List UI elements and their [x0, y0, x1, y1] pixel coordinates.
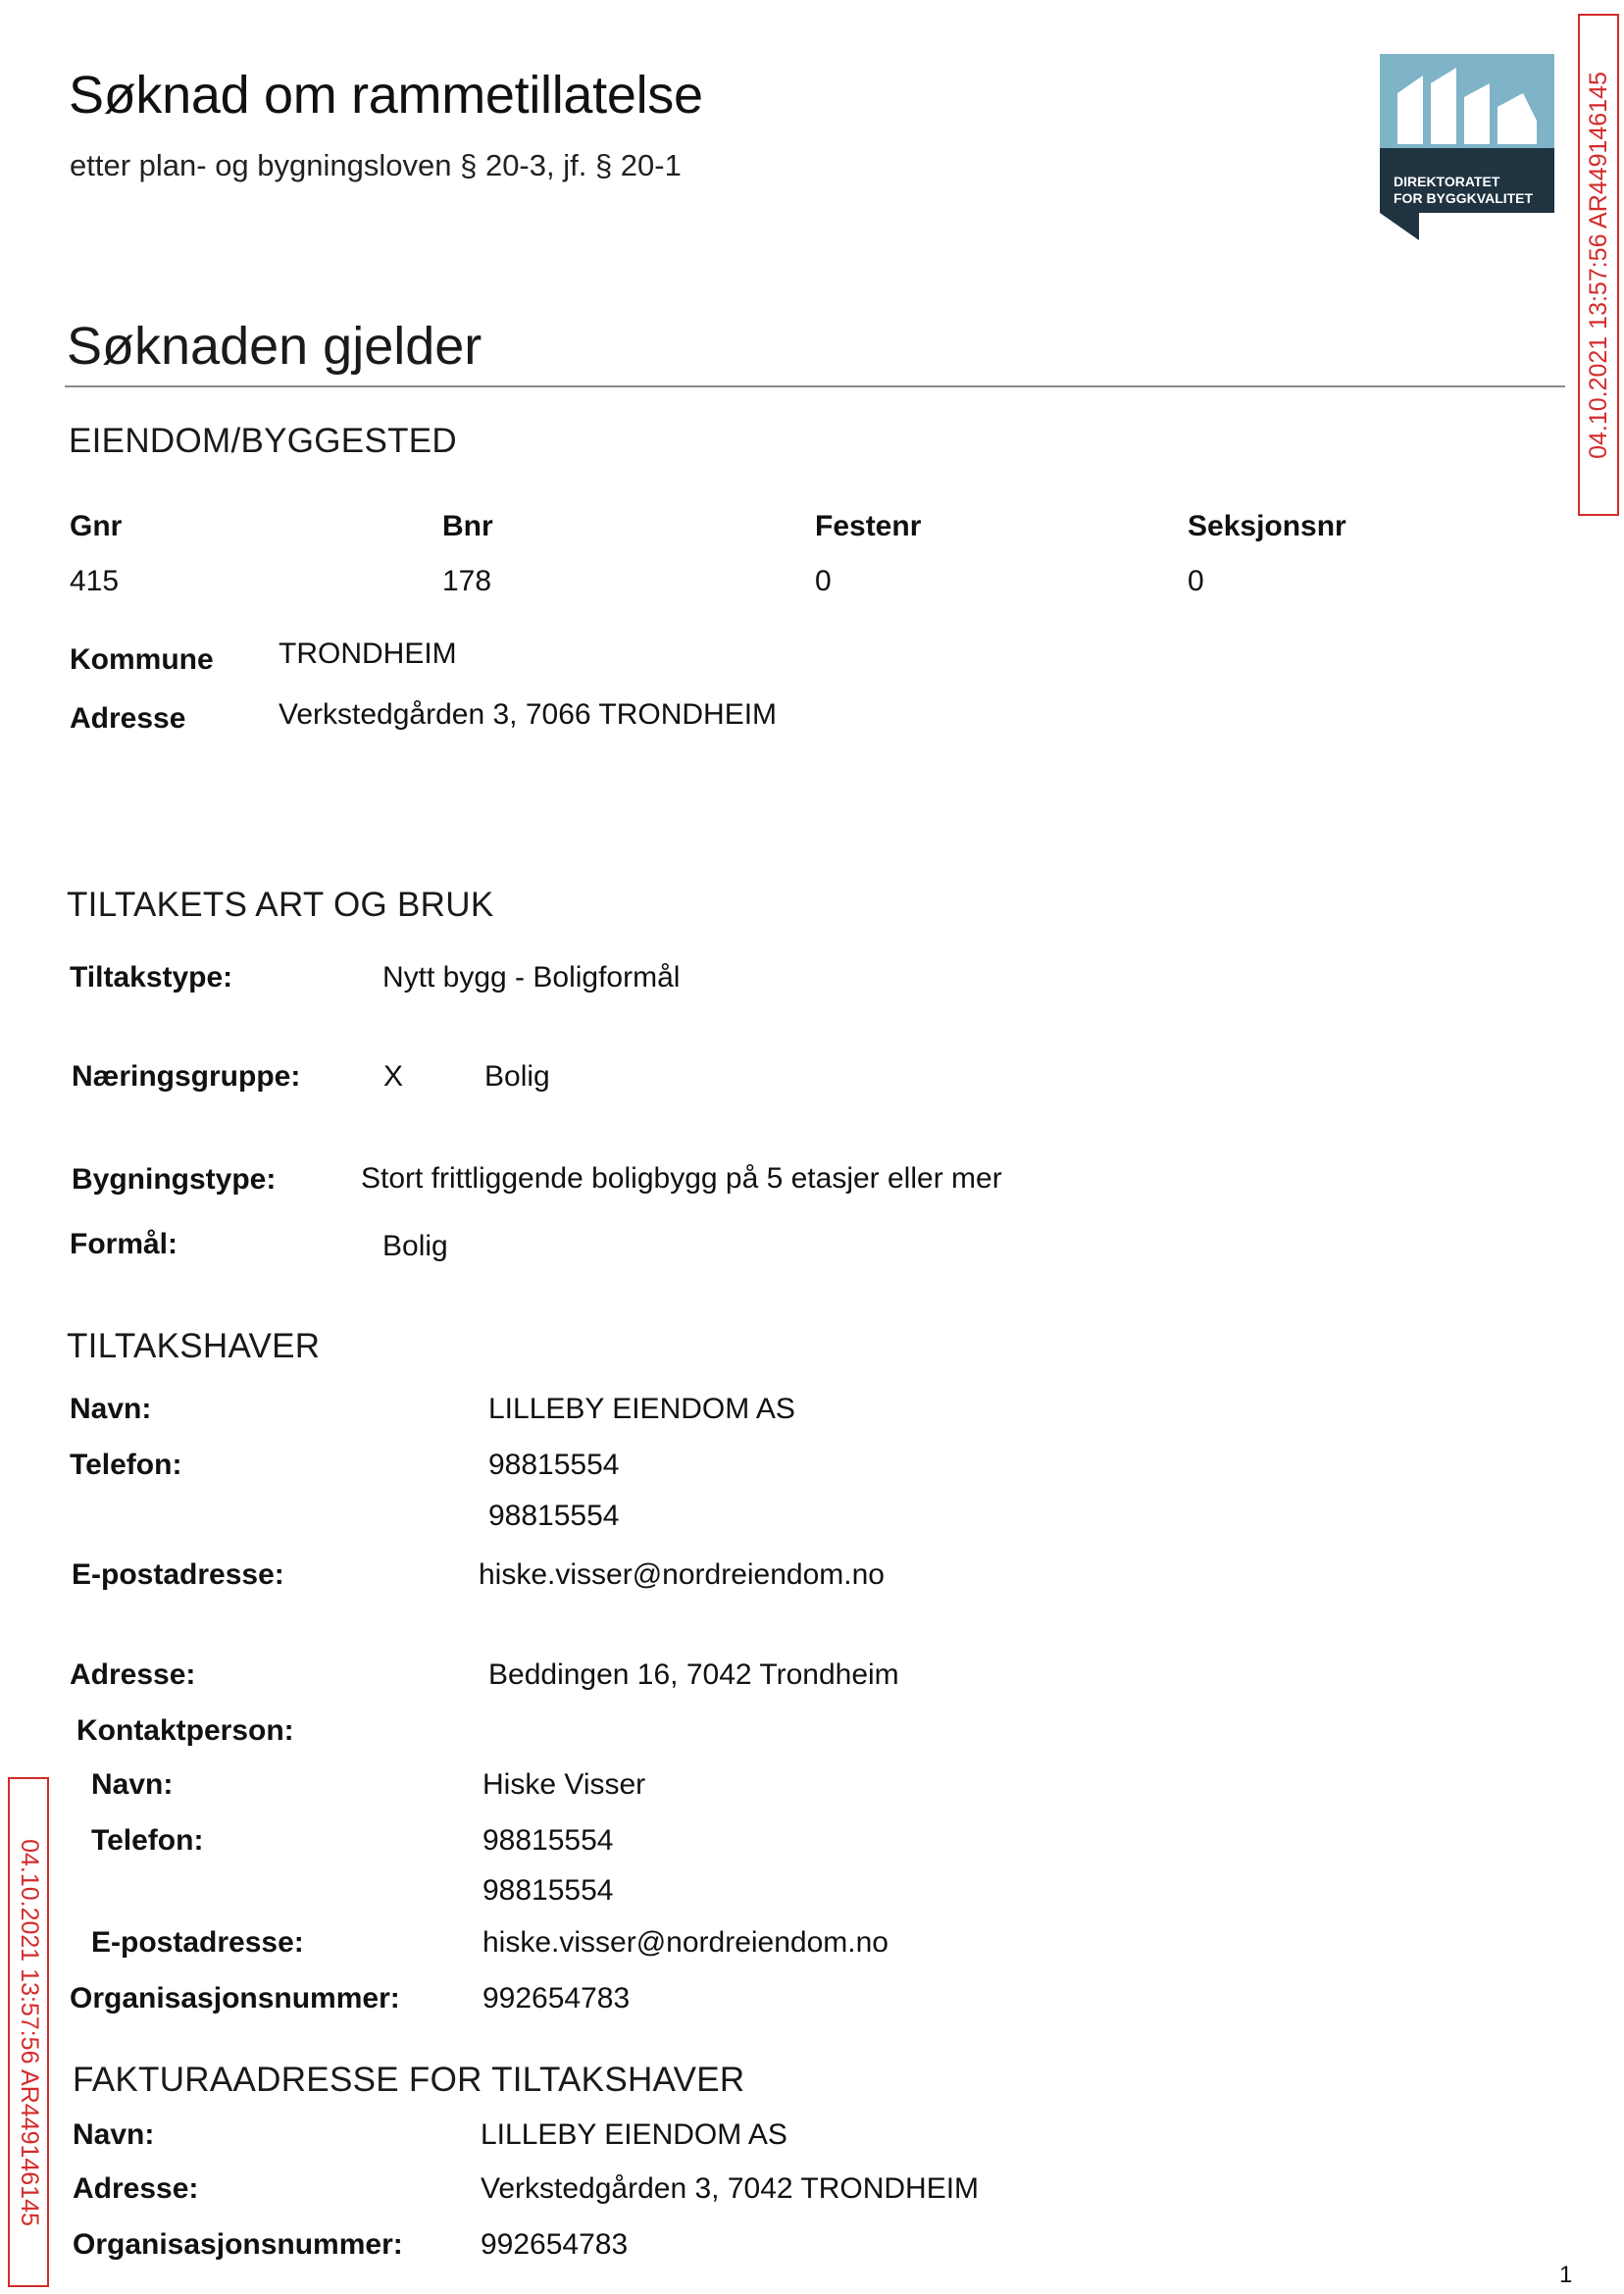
gnr-value: 415: [70, 565, 120, 597]
kontaktperson-label: Kontaktperson:: [76, 1714, 294, 1747]
gnr-label: Gnr: [70, 510, 123, 542]
tiltakstype-label: Tiltakstype:: [70, 961, 233, 994]
document-title: Søknad om rammetillatelse: [69, 66, 703, 125]
orgnr-value: 992654783: [482, 1982, 631, 2014]
logo-text-line2: FOR BYGGKVALITET: [1394, 190, 1534, 206]
archive-stamp-left-text: 04.10.2021 13:57:56 AR449146145: [15, 1838, 43, 2226]
faktura-heading: FAKTURAADRESSE FOR TILTAKSHAVER: [73, 2061, 745, 2099]
faktura-orgnr-label: Organisasjonsnummer:: [73, 2228, 403, 2261]
adresse-label: Adresse: [70, 702, 186, 735]
orgnr-label: Organisasjonsnummer:: [70, 1982, 400, 2014]
formal-value: Bolig: [382, 1230, 448, 1262]
seksjonsnr-label: Seksjonsnr: [1188, 510, 1346, 542]
bnr-label: Bnr: [442, 510, 493, 542]
festenr-value: 0: [815, 565, 832, 597]
naeringsgruppe-code: X: [383, 1060, 404, 1093]
bygningstype-value: Stort frittliggende boligbygg på 5 etasjer eller mer: [361, 1162, 1002, 1195]
tiltakshaver-epost-label: E-postadresse:: [72, 1558, 284, 1591]
section-divider: [65, 385, 1565, 387]
faktura-navn-label: Navn:: [73, 2118, 155, 2151]
tiltak-heading: TILTAKETS ART OG BRUK: [67, 886, 494, 924]
kontakt-navn-label: Navn:: [91, 1768, 174, 1801]
festenr-label: Festenr: [815, 510, 922, 542]
kommune-value: TRONDHEIM: [279, 637, 457, 670]
faktura-adresse-label: Adresse:: [73, 2172, 199, 2205]
tiltakshaver-epost-value: hiske.visser@nordreiendom.no: [479, 1558, 885, 1591]
kontakt-telefon-label: Telefon:: [91, 1824, 204, 1857]
tiltakshaver-navn-value: LILLEBY EIENDOM AS: [488, 1393, 795, 1425]
adresse-value: Verkstedgården 3, 7066 TRONDHEIM: [279, 698, 778, 731]
tiltakshaver-adresse-value: Beddingen 16, 7042 Trondheim: [488, 1658, 899, 1691]
archive-stamp-right-text: 04.10.2021 13:57:56 AR449146145: [1584, 71, 1612, 459]
tiltakshaver-telefon-label: Telefon:: [70, 1449, 182, 1481]
tiltakstype-value: Nytt bygg - Boligformål: [382, 961, 681, 994]
bnr-value: 178: [442, 565, 492, 597]
tiltakshaver-navn-label: Navn:: [70, 1393, 152, 1425]
document-subtitle: etter plan- og bygningsloven § 20-3, jf. § 20-1: [70, 148, 682, 182]
tiltakshaver-heading: TILTAKSHAVER: [67, 1327, 321, 1365]
kontakt-telefon-value1: 98815554: [482, 1824, 614, 1857]
bygningstype-label: Bygningstype:: [72, 1163, 277, 1196]
tiltakshaver-telefon-value2: 98815554: [488, 1500, 620, 1532]
dibk-logo: [1380, 54, 1554, 240]
kontakt-telefon-value2: 98815554: [482, 1874, 614, 1907]
naeringsgruppe-value: Bolig: [484, 1060, 550, 1093]
kontakt-epost-value: hiske.visser@nordreiendom.no: [482, 1926, 888, 1959]
kontakt-navn-value: Hiske Visser: [482, 1768, 646, 1801]
logo-text-line1: DIREKTORATET: [1394, 174, 1500, 189]
kommune-label: Kommune: [70, 643, 214, 676]
faktura-adresse-value: Verkstedgården 3, 7042 TRONDHEIM: [481, 2172, 980, 2205]
page-number: 1: [1559, 2262, 1573, 2288]
section-title: Søknaden gjelder: [67, 317, 482, 376]
dibk-logo-graphic: [1380, 54, 1554, 240]
tiltakshaver-telefon-value1: 98815554: [488, 1449, 620, 1481]
eiendom-heading: EIENDOM/BYGGESTED: [69, 422, 457, 460]
naeringsgruppe-label: Næringsgruppe:: [72, 1060, 301, 1093]
archive-stamp-left: [8, 1777, 49, 2287]
tiltakshaver-adresse-label: Adresse:: [70, 1658, 196, 1691]
seksjonsnr-value: 0: [1188, 565, 1204, 597]
faktura-orgnr-value: 992654783: [481, 2228, 629, 2261]
formal-label: Formål:: [70, 1228, 178, 1260]
kontakt-epost-label: E-postadresse:: [91, 1926, 304, 1959]
faktura-navn-value: LILLEBY EIENDOM AS: [481, 2118, 787, 2151]
archive-stamp-right: [1578, 14, 1619, 516]
